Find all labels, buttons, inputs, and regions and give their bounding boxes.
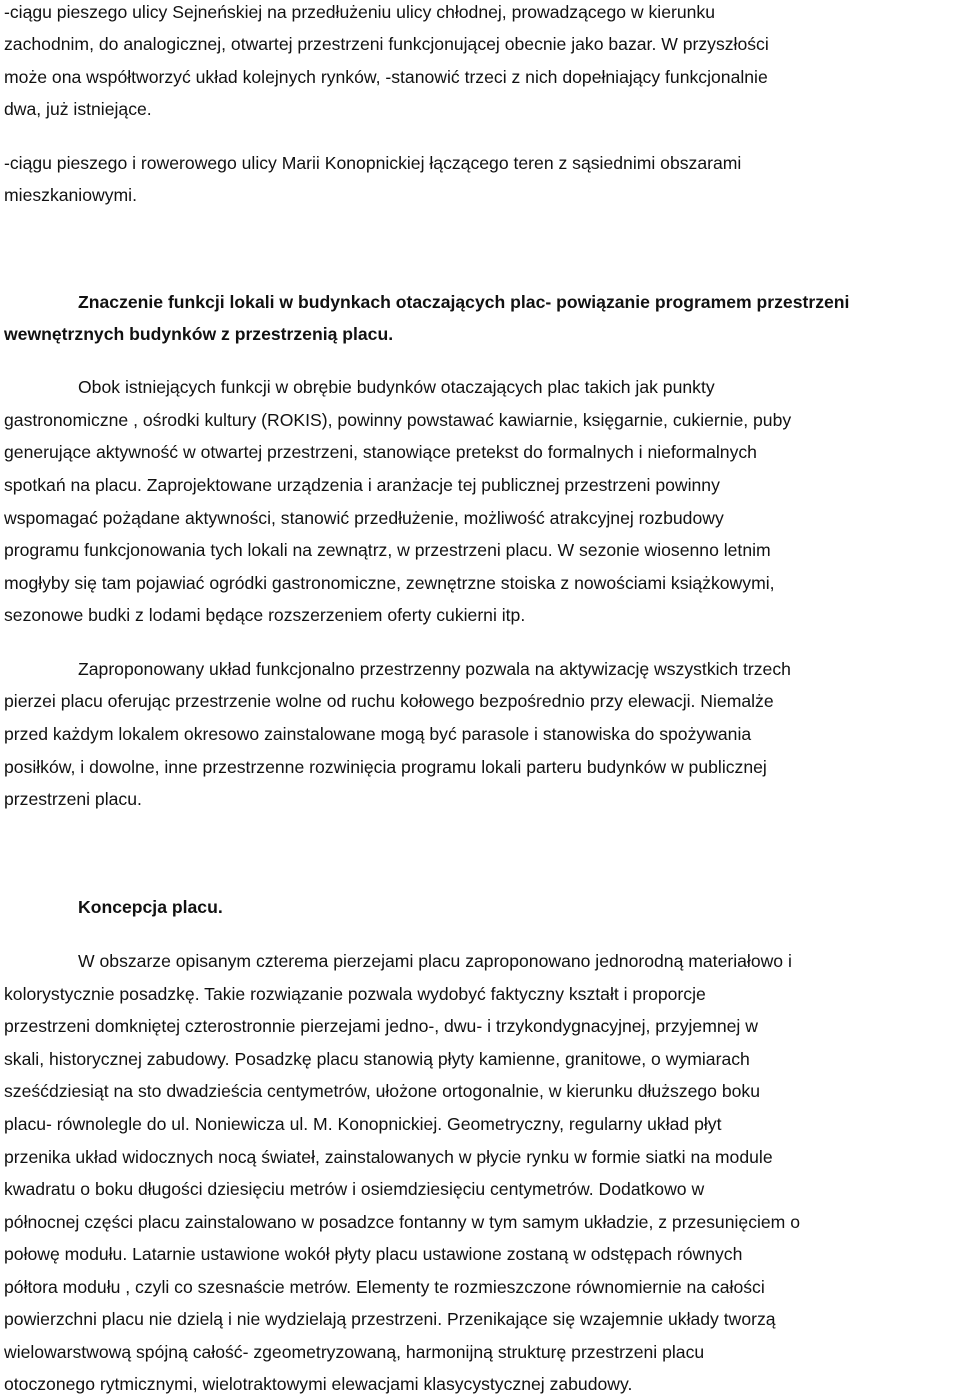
paragraph-5-line: kwadratu o boku długości dziesięciu metrów i osiemdziesięciu centymetrów. Dodatkowo w <box>4 1179 705 1199</box>
paragraph-4-line: Zaproponowany układ funkcjonalno przestrzenny pozwala na aktywizację wszystkich trzech <box>78 659 791 679</box>
paragraph-1-line: -ciągu pieszego ulicy Sejneńskiej na przedłużeniu ulicy chłodnej, prowadzącego w kierunku <box>4 2 716 22</box>
paragraph-5-line: placu- równolegle do ul. Noniewicza ul. M. Konopnickiej. Geometryczny, regularny układ płyt <box>4 1114 722 1134</box>
paragraph-3-line: gastronomiczne , ośrodki kultury (ROKIS), powinny powstawać kawiarnie, księgarnie, cukiernie, puby <box>4 410 792 430</box>
paragraph-2-line: -ciągu pieszego i rowerowego ulicy Marii Konopnickiej łączącego teren z sąsiednimi obszarami <box>4 153 742 173</box>
paragraph-4-line: pierzei placu oferując przestrzenie wolne od ruchu kołowego bezpośrednio przy elewacji. Niemalże <box>4 691 774 711</box>
paragraph-3-line: wspomagać pożądane aktywności, stanowić przedłużenie, możliwość atrakcyjnej rozbudowy <box>4 508 724 528</box>
paragraph-5-line: otoczonego rytmicznymi, wielotraktowymi elewacjami klasycystycznej zabudowy. <box>4 1374 633 1394</box>
section-heading: Koncepcja placu. <box>78 897 223 917</box>
paragraph-1-line: może ona współtworzyć układ kolejnych rynków, -stanowić trzeci z nich dopełniający funkcjonalnie <box>4 67 768 87</box>
paragraph-4-line: przestrzeni placu. <box>4 789 142 809</box>
paragraph-5-line: powierzchni placu nie dzielą i nie wydzielają przestrzeni. Przenikające się wzajemnie układy tworzą <box>4 1309 776 1329</box>
paragraph-3-line: sezonowe budki z lodami będące rozszerzeniem oferty cukierni itp. <box>4 605 526 625</box>
paragraph-1-line: zachodnim, do analogicznej, otwartej przestrzeni funkcjonującej obecnie jako bazar. W przyszłości <box>4 34 769 54</box>
paragraph-3-line: generujące aktywność w otwartej przestrzeni, stanowiące pretekst do formalnych i nieformalnych <box>4 442 757 462</box>
paragraph-4-line: przed każdym lokalem okresowo zainstalowane mogą być parasole i stanowiska do spożywania <box>4 724 752 744</box>
paragraph-5-line: skali, historycznej zabudowy. Posadzkę placu stanowią płyty kamienne, granitowe, o wymiarach <box>4 1049 750 1069</box>
paragraph-1-line: dwa, już istniejące. <box>4 99 152 119</box>
paragraph-5-line: połowę modułu. Latarnie ustawione wokół płyty placu ustawione zostaną w odstępach równych <box>4 1244 743 1264</box>
paragraph-3-line: spotkań na placu. Zaprojektowane urządzenia i aranżacje tej publicznej przestrzeni powinny <box>4 475 720 495</box>
paragraph-2-line: mieszkaniowymi. <box>4 185 137 205</box>
paragraph-5-line: przenika układ widocznych nocą świateł, zainstalowanych w płycie rynku w formie siatki na module <box>4 1147 773 1167</box>
paragraph-5-line: sześćdziesiąt na sto dwadzieścia centymetrów, ułożone ortogonalnie, w kierunku dłuższego boku <box>4 1081 760 1101</box>
paragraph-3-line: Obok istniejących funkcji w obrębie budynków otaczających plac takich jak punkty <box>78 377 715 397</box>
paragraph-5-line: przestrzeni domkniętej czterostronnie pierzejami jedno-, dwu- i trzykondygnacyjnej, przyjemnej w <box>4 1016 758 1036</box>
paragraph-5-line: wielowarstwową spójną całość- zgeometryzowaną, harmonijną strukturę przestrzeni placu <box>4 1342 705 1362</box>
section-heading: Znaczenie funkcji lokali w budynkach otaczających plac- powiązanie programem przestrzeni <box>78 292 850 312</box>
section-heading: wewnętrznych budynków z przestrzenią placu. <box>4 324 394 344</box>
paragraph-5-line: północnej części placu zainstalowano w posadzce fontanny w tym samym układzie, z przesunięciem o <box>4 1212 801 1232</box>
paragraph-5-line: W obszarze opisanym czterema pierzejami placu zaproponowano jednorodną materiałowo i <box>78 951 792 971</box>
paragraph-3-line: programu funkcjonowania tych lokali na zewnątrz, w przestrzeni placu. W sezonie wiosenno letnim <box>4 540 771 560</box>
paragraph-3-line: mogłyby się tam pojawiać ogródki gastronomiczne, zewnętrzne stoiska z nowościami książkowymi, <box>4 573 775 593</box>
paragraph-5-line: kolorystycznie posadzkę. Takie rozwiązanie pozwala wydobyć faktyczny kształt i proporcje <box>4 984 706 1004</box>
paragraph-5-line: półtora modułu , czyli co szesnaście metrów. Elementy te rozmieszczone równomiernie na całości <box>4 1277 765 1297</box>
paragraph-4-line: posiłków, i dowolne, inne przestrzenne rozwinięcia programu lokali parteru budynków w publicznej <box>4 757 767 777</box>
